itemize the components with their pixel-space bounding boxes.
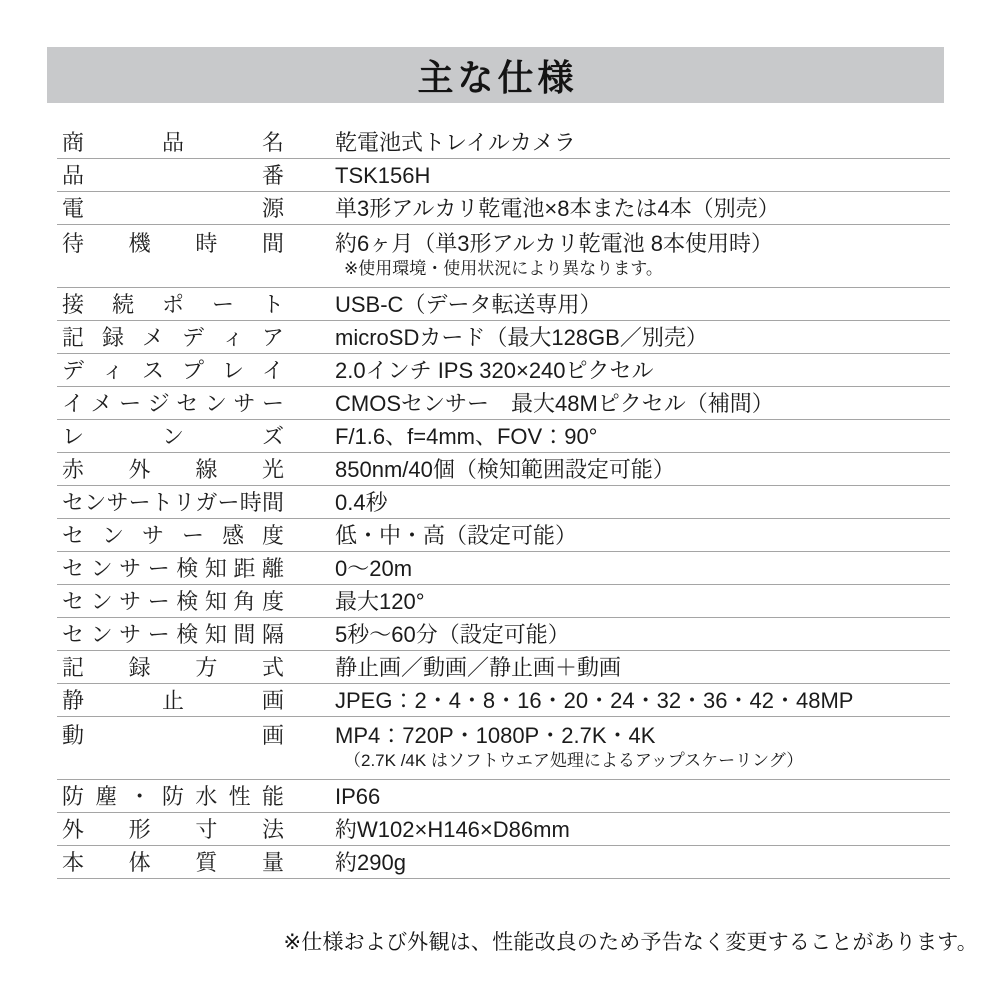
spec-value: 850nm/40個（検知範囲設定可能） [335,457,675,482]
spec-row [57,684,950,717]
spec-row [57,321,950,354]
spec-value: 最大120° [335,589,425,614]
spec-value-group [335,129,576,156]
spec-value: USB-C（データ転送専用） [335,292,602,317]
spec-value-group [335,230,773,280]
spec-value-group [335,849,406,876]
spec-value: 約290g [335,850,406,875]
spec-row [57,288,950,321]
spec-row [57,813,950,846]
spec-value: 乾電池式トレイルカメラ [335,130,576,155]
spec-label: 電 源 [62,196,284,221]
spec-row [57,225,950,288]
spec-label: 防 塵 ・ 防 水 性 能 [62,784,284,809]
spec-value: 約W102×H146×D86mm [335,817,570,842]
spec-label: 外 形 寸 法 [62,817,284,842]
spec-value: 0.4秒 [335,490,388,515]
spec-label: セ ン サ ー 検 知 距 離 [62,556,284,581]
spec-row [57,846,950,879]
spec-label: 本 体 質 量 [62,850,284,875]
spec-row [57,159,950,192]
spec-row [57,126,950,159]
spec-value-group [335,162,430,189]
spec-value: 2.0インチ IPS 320×240ピクセル [335,358,654,383]
spec-row [57,354,950,387]
spec-label: 動 画 [62,723,284,748]
spec-value-group [335,291,601,318]
spec-value: 静止画／動画／静止画＋動画 [335,655,622,680]
spec-value-note: （2.7K /4K はソフトウエア処理によるアップスケーリング） [344,751,804,770]
spec-label: 商 品 名 [62,130,284,155]
spec-label: 接 続 ポ ー ト [62,292,284,317]
spec-value: IP66 [335,784,381,809]
spec-label: セ ン サ ー ト リ ガ ー 時 間 [62,490,284,515]
spec-row [57,420,950,453]
title-banner [47,47,944,103]
spec-value-group [335,555,412,582]
spec-label: 品 番 [62,163,284,188]
spec-label: 記 録 メ デ ィ ア [62,325,284,350]
spec-label: 記 録 方 式 [62,655,284,680]
spec-label: セ ン サ ー 検 知 間 隔 [62,622,284,647]
spec-value-group [335,588,425,615]
spec-value-group [335,522,577,549]
spec-value: F/1.6、f=4mm、FOV：90° [335,424,598,449]
spec-value-group [335,456,675,483]
spec-value-group [335,621,570,648]
spec-value: microSDカード（最大128GB／別売） [335,325,708,350]
spec-label: 静 止 画 [62,688,284,713]
spec-label: セ ン サ ー 感 度 [62,523,284,548]
spec-value-group [335,324,708,351]
spec-value: CMOSセンサー 最大48Mピクセル（補間） [335,391,774,416]
spec-row [57,618,950,651]
spec-row [57,552,950,585]
spec-value: TSK156H [335,163,431,188]
spec-value-group [335,423,597,450]
spec-row [57,585,950,618]
spec-value: 約6ヶ月（単3形アルカリ乾電池 8本使用時） [335,231,773,256]
page-title: 主な仕様 [417,56,578,98]
disclaimer-note: ※仕様および外観は、性能改良のため予告なく変更することがあります。 [283,931,978,954]
spec-value: JPEG：2・4・8・16・20・24・32・36・42・48MP [335,688,854,713]
spec-row [57,519,950,552]
spec-value-group [335,489,388,516]
spec-row [57,453,950,486]
spec-value-note: ※使用環境・使用状況により異なります。 [344,259,663,278]
spec-value: 0〜20m [335,556,413,581]
spec-row [57,780,950,813]
spec-row [57,387,950,420]
spec-value: MP4：720P・1080P・2.7K・4K [335,723,656,748]
spec-label: 待 機 時 間 [62,231,284,256]
spec-label: イ メ ー ジ セ ン サ ー [62,391,284,416]
spec-value-group [335,195,780,222]
spec-row [57,192,950,225]
spec-value-group [335,783,380,810]
spec-value: 単3形アルカリ乾電池×8本または4本（別売） [335,196,780,221]
spec-label: レ ン ズ [62,424,284,449]
spec-value: 5秒〜60分（設定可能） [335,622,570,647]
spec-row [57,486,950,519]
spec-label: デ ィ ス プ レ イ [62,358,284,383]
spec-label: 赤 外 線 光 [62,457,284,482]
spec-value-group [335,722,803,772]
spec-value-group [335,816,570,843]
spec-row [57,717,950,780]
spec-value: 低・中・高（設定可能） [335,523,578,548]
spec-value-group [335,654,621,681]
spec-value-group [335,357,654,384]
spec-label: セ ン サ ー 検 知 角 度 [62,589,284,614]
spec-value-group [335,687,853,714]
spec-row [57,651,950,684]
spec-table [57,126,950,879]
spec-value-group [335,390,774,417]
